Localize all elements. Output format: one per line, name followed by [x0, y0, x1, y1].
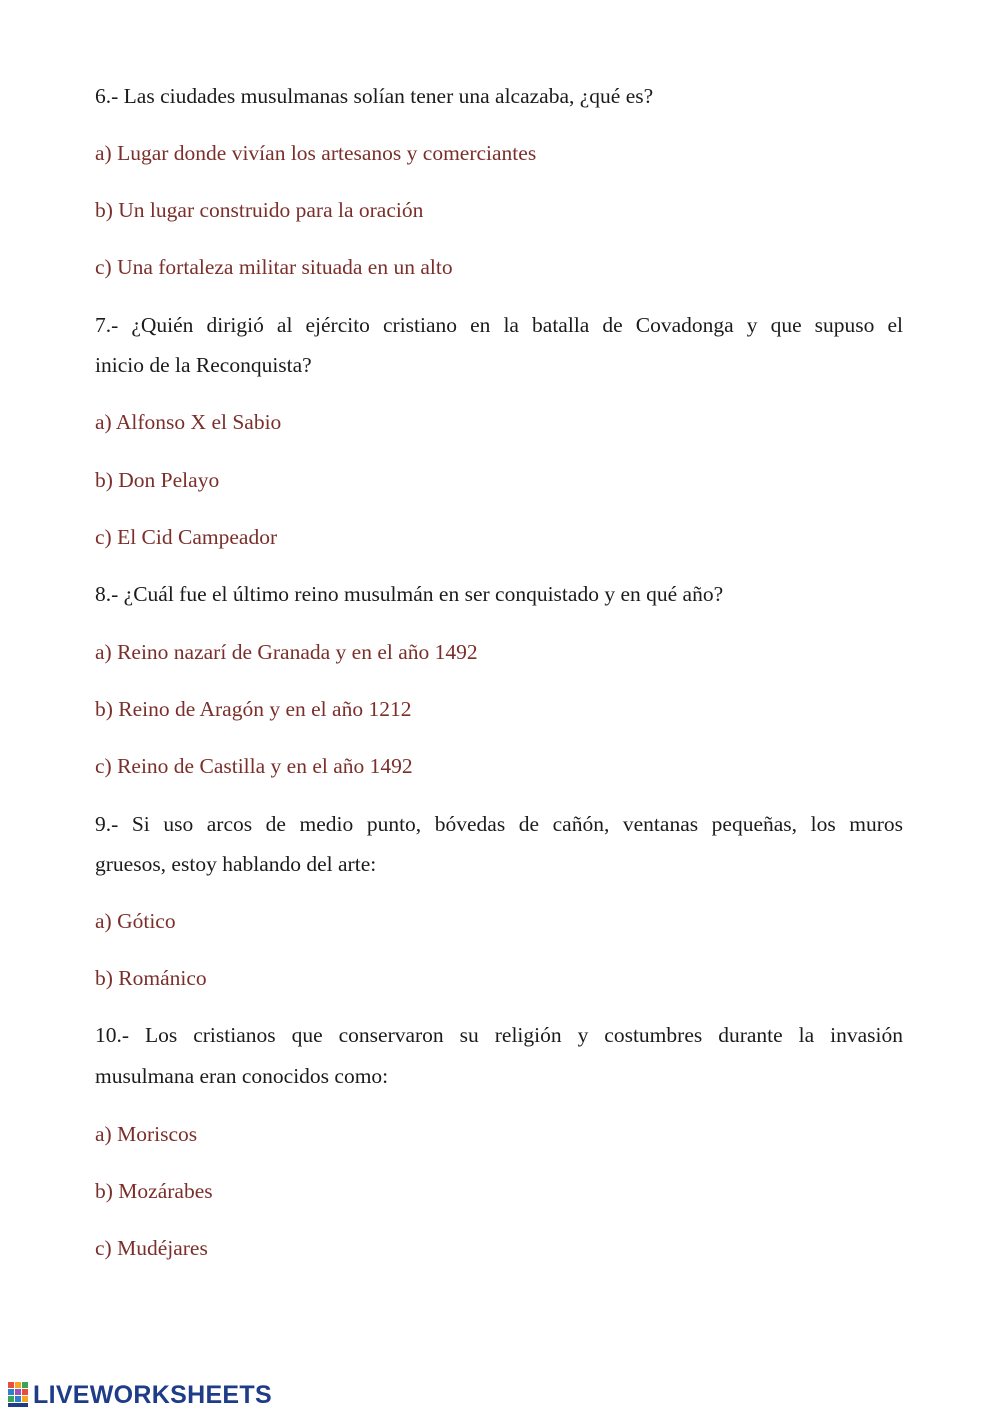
- question-9-text-line1: 9.- Si uso arcos de medio punto, bóvedas de cañón, ventanas pequeñas, los muros: [95, 812, 903, 836]
- question-9-option-a[interactable]: a) Gótico: [95, 909, 176, 933]
- liveworksheets-logo-icon: [8, 1382, 30, 1408]
- question-10-option-c[interactable]: c) Mudéjares: [95, 1236, 208, 1260]
- question-6-option-c[interactable]: c) Una fortaleza militar situada en un alto: [95, 255, 453, 279]
- question-7-option-b[interactable]: b) Don Pelayo: [95, 468, 220, 492]
- question-7-text-line2: inicio de la Reconquista?: [95, 353, 312, 377]
- question-8-option-b[interactable]: b) Reino de Aragón y en el año 1212: [95, 697, 412, 721]
- question-9-option-b[interactable]: b) Románico: [95, 966, 207, 990]
- question-6-option-b[interactable]: b) Un lugar construido para la oración: [95, 198, 424, 222]
- question-10-option-a[interactable]: a) Moriscos: [95, 1122, 198, 1146]
- question-7-text-line1: 7.- ¿Quién dirigió al ejército cristiano en la batalla de Covadonga y que supuso el: [95, 313, 903, 337]
- liveworksheets-logo: [8, 1380, 272, 1410]
- question-8-option-c[interactable]: c) Reino de Castilla y en el año 1492: [95, 754, 413, 778]
- question-8-option-a[interactable]: a) Reino nazarí de Granada y en el año 1492: [95, 640, 478, 664]
- question-6-option-a[interactable]: a) Lugar donde vivían los artesanos y comerciantes: [95, 141, 537, 165]
- question-7-option-a[interactable]: a) Alfonso X el Sabio: [95, 410, 282, 434]
- question-7-option-c[interactable]: c) El Cid Campeador: [95, 525, 278, 549]
- question-10-text-line1: 10.- Los cristianos que conservaron su religión y costumbres durante la invasión: [95, 1023, 903, 1047]
- question-10-text-line2: musulmana eran conocidos como:: [95, 1064, 389, 1088]
- question-10-option-b[interactable]: b) Mozárabes: [95, 1179, 213, 1203]
- question-9-text-line2: gruesos, estoy hablando del arte:: [95, 852, 377, 876]
- question-6-text: 6.- Las ciudades musulmanas solían tener una alcazaba, ¿qué es?: [95, 84, 654, 108]
- liveworksheets-brand-text: LIVEWORKSHEETS: [33, 1381, 272, 1409]
- question-8-text: 8.- ¿Cuál fue el último reino musulmán en ser conquistado y en qué año?: [95, 582, 724, 606]
